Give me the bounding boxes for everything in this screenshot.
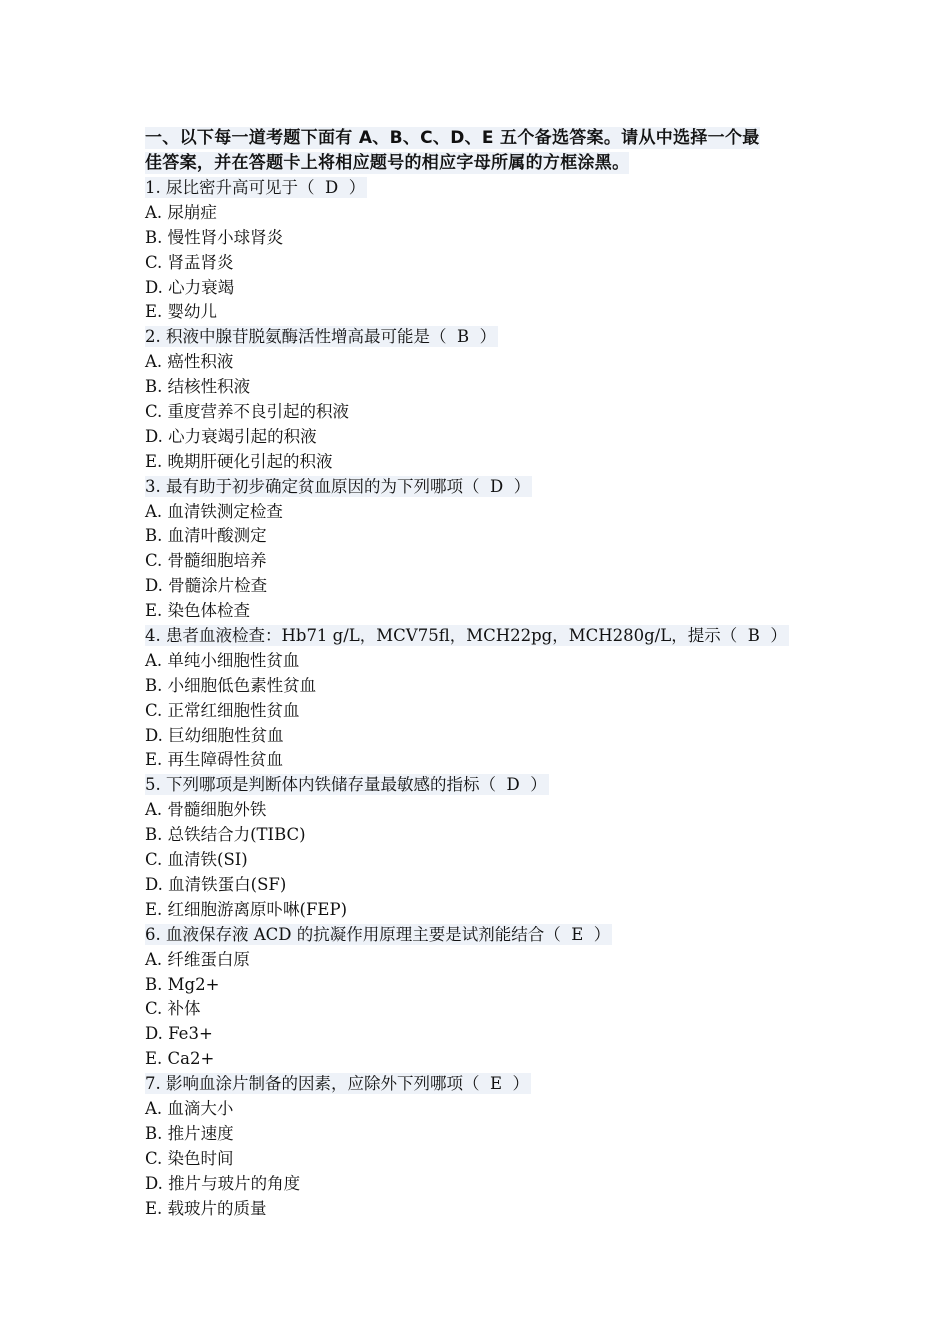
section-title (145, 126, 825, 176)
answer-option: C. 血清铁(SI) (145, 850, 248, 870)
answer-key: D (325, 178, 339, 197)
answer-option: B. 小细胞低色素性贫血 (145, 675, 317, 695)
answer-key: E (490, 1074, 503, 1094)
question-prompt: 1. 尿比密升高可见于（ (145, 178, 315, 197)
question-stem-2 (145, 325, 825, 350)
question-prompt: 5. 下列哪项是判断体内铁储存量最敏感的指标（ (145, 775, 496, 795)
exam-section (145, 126, 825, 1221)
question-stem-text (145, 924, 612, 945)
answer-option: A. 血清铁测定检查 (145, 501, 283, 521)
answer-option: C. 骨髓细胞培养 (145, 551, 267, 571)
question-close-paren: ） (512, 1074, 530, 1094)
answer-option: C. 重度营养不良引起的积液 (145, 402, 350, 422)
answer-option: E. 红细胞游离原卟啉(FEP) (145, 899, 348, 919)
answer-option: A. 单纯小细胞性贫血 (145, 650, 300, 670)
answer-option: A. 癌性积液 (145, 352, 234, 372)
answer-option: C. 补体 (145, 999, 201, 1019)
question-stem-4 (145, 624, 825, 649)
question-prompt: 4. 患者血液检查：Hb71 g/L，MCV75fl，MCH22pg，MCH280g/L，提示（ (145, 626, 738, 646)
answer-option: C. 正常红细胞性贫血 (145, 700, 300, 720)
question-stem-7 (145, 1072, 825, 1097)
question-list (145, 176, 825, 1221)
section-title-line-1: 一、以下每一道考题下面有 A、B、C、D、E 五个备选答案。请从中选择一个最 (145, 128, 760, 148)
answer-option: D. 推片与玻片的角度 (145, 1173, 301, 1193)
question-stem-text (145, 177, 367, 198)
answer-option: B. 血清叶酸测定 (145, 526, 267, 546)
answer-option: D. 心力衰竭引起的积液 (145, 426, 317, 446)
answer-option: A. 尿崩症 (145, 202, 217, 222)
answer-key: D (490, 476, 504, 496)
question-stem-6 (145, 923, 825, 948)
question-close-paren: ） (593, 924, 611, 944)
answer-option: A. 骨髓细胞外铁 (145, 800, 267, 820)
answer-option: E. 载玻片的质量 (145, 1198, 267, 1218)
answer-option: B. Mg2+ (145, 974, 220, 994)
question-stem-1 (145, 176, 825, 201)
question-stem-text (145, 476, 532, 497)
answer-option: D. 骨髓涂片检查 (145, 576, 268, 596)
question-stem-text (145, 1073, 531, 1094)
question-close-paren: ） (770, 626, 787, 646)
question-close-paren: ） (348, 178, 366, 197)
answer-option: E. Ca2+ (145, 1049, 215, 1069)
answer-option: E. 染色体检查 (145, 601, 251, 621)
answer-option: D. 血清铁蛋白(SF) (145, 874, 287, 894)
question-prompt: 7. 影响血涂片制备的因素，应除外下列哪项（ (145, 1074, 480, 1094)
question-prompt: 6. 血液保存液 ACD 的抗凝作用原理主要是试剂能结合（ (145, 924, 561, 944)
question-prompt: 3. 最有助于初步确定贫血原因的为下列哪项（ (145, 476, 480, 496)
question-close-paren: ） (513, 476, 531, 496)
answer-option: D. 心力衰竭 (145, 277, 235, 297)
answer-option: E. 婴幼儿 (145, 302, 218, 322)
answer-key: D (506, 775, 520, 795)
question-stem-text (145, 326, 498, 347)
answer-option: D. Fe3+ (145, 1024, 213, 1044)
answer-key: B (747, 626, 760, 646)
section-title-line-2: 佳答案，并在答题卡上将相应题号的相应字母所属的方框涂黑。 (145, 153, 630, 173)
question-prompt: 2. 积液中腺苷脱氨酶活性增高最可能是（ (145, 327, 447, 347)
answer-option: D. 巨幼细胞性贫血 (145, 725, 284, 745)
answer-option: B. 慢性肾小球肾炎 (145, 227, 284, 247)
answer-key: E (571, 924, 584, 944)
answer-option: E. 晚期肝硬化引起的积液 (145, 451, 333, 471)
question-stem-5 (145, 773, 825, 798)
answer-option: C. 染色时间 (145, 1148, 234, 1168)
question-stem-text (145, 625, 789, 646)
question-stem-3 (145, 475, 825, 500)
answer-option: A. 血滴大小 (145, 1098, 234, 1118)
answer-option: B. 总铁结合力(TIBC) (145, 825, 306, 845)
answer-option: B. 结核性积液 (145, 377, 251, 397)
question-close-paren: ） (530, 775, 547, 795)
answer-option: E. 再生障碍性贫血 (145, 750, 284, 770)
question-close-paren: ） (479, 327, 497, 347)
answer-option: A. 纤维蛋白原 (145, 949, 250, 969)
answer-option: C. 肾盂肾炎 (145, 252, 234, 272)
answer-option: B. 推片速度 (145, 1123, 234, 1143)
question-stem-text (145, 774, 549, 795)
answer-key: B (457, 327, 470, 347)
